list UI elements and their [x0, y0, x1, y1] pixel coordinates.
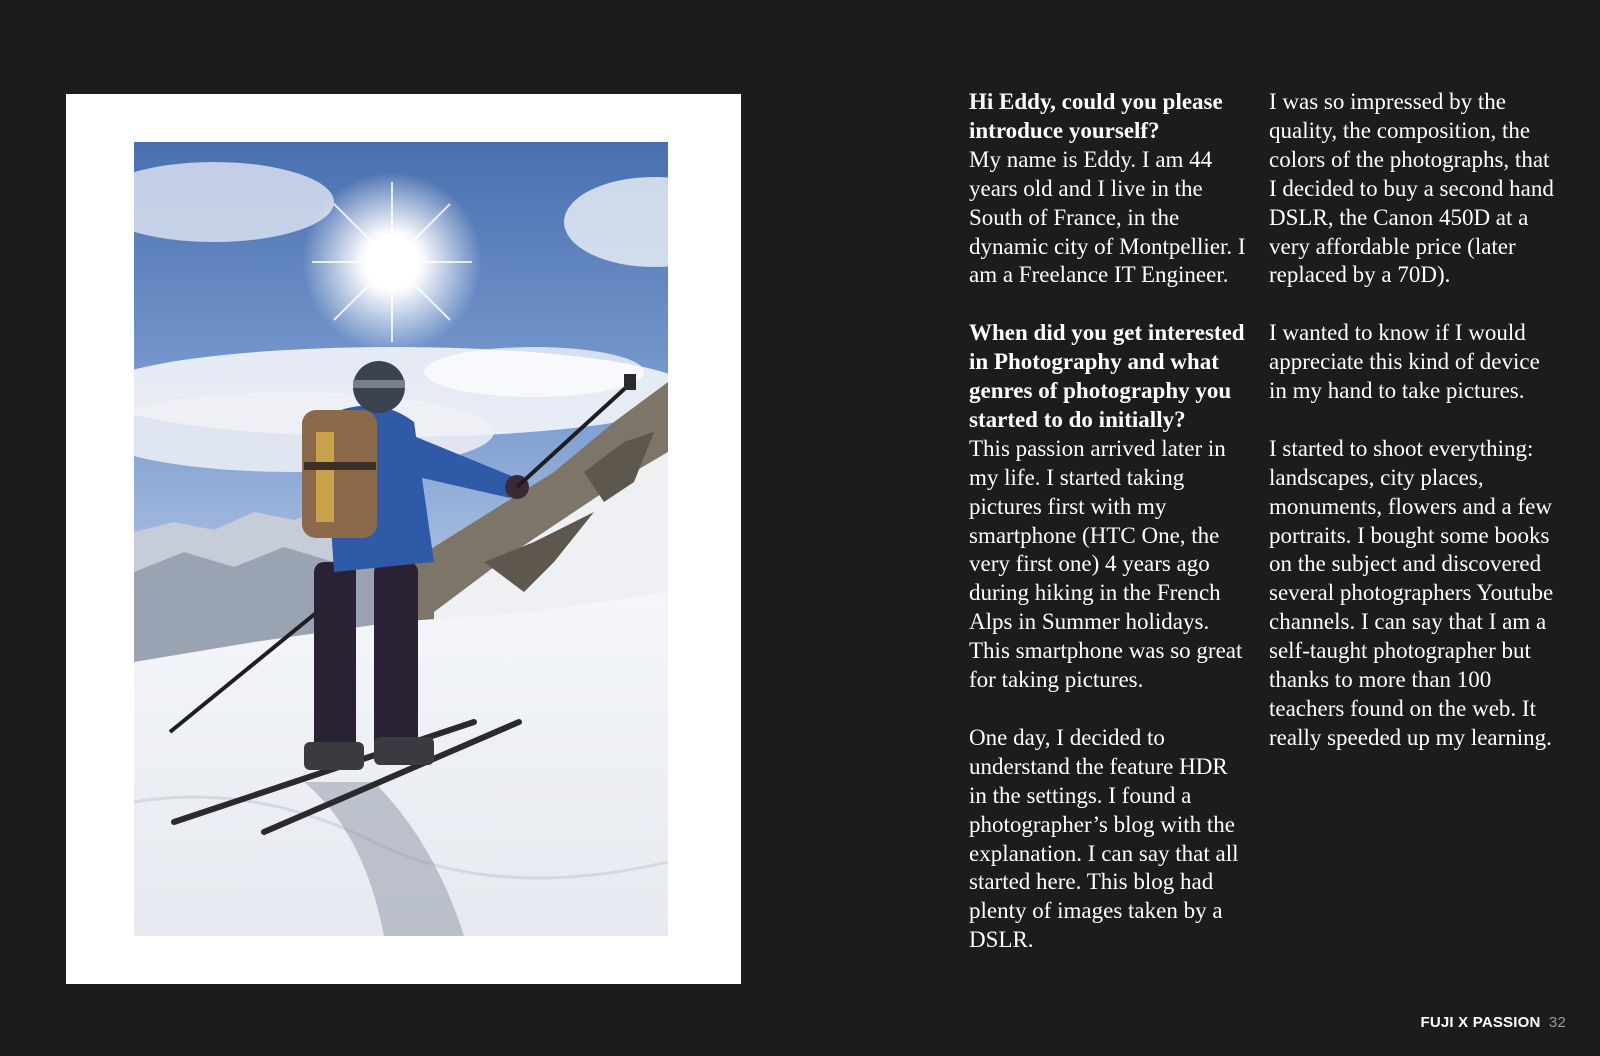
- article-column-left: [969, 88, 1251, 955]
- magazine-name: FUJI X PASSION: [1420, 1014, 1541, 1031]
- page-number: 32: [1548, 1014, 1566, 1031]
- article-column-right: [1269, 88, 1559, 753]
- answer-paragraph: I wanted to know if I would appreciate this kind of device in my hand to take pictures.: [1269, 320, 1540, 404]
- answer-intro: My name is Eddy. I am 44 years old and I live in the South of France, in the dynamic city of Montpellier. I am a Freelance IT Engineer.: [969, 146, 1246, 288]
- skier-photo: [134, 142, 668, 936]
- answer-paragraph: This passion arrived later in my life. I started taking pictures first with my smartphone (HTC One, the very first one) 4 years ago during hiking in the French Alps in Summer holidays. This smartphone was so great for taking pictures.: [969, 435, 1243, 693]
- question-photography-start: When did you get interested in Photography and what genres of photography you started to do initially?: [969, 320, 1245, 432]
- page-footer: [1420, 1014, 1566, 1031]
- answer-paragraph: I was so impressed by the quality, the composition, the colors of the photographs, that I decided to buy a second hand DSLR, the Canon 450D at a very affordable price (later replaced by a 70D).: [1269, 89, 1554, 288]
- answer-paragraph: One day, I decided to understand the feature HDR in the settings. I found a photographer’s blog with the explanation. I can say that all started here. This blog had plenty of images taken by a DSLR.: [969, 724, 1239, 953]
- question-intro: Hi Eddy, could you please introduce yourself?: [969, 89, 1223, 143]
- answer-paragraph: I started to shoot everything: landscapes, city places, monuments, flowers and a few portraits. I bought some books on the subject and discovered several photographers Youtube channels. I can say that I am a self-taught photographer but thanks to more than 100 teachers found on the web. It really speeded up my learning.: [1269, 435, 1554, 750]
- photo-frame: [66, 94, 741, 984]
